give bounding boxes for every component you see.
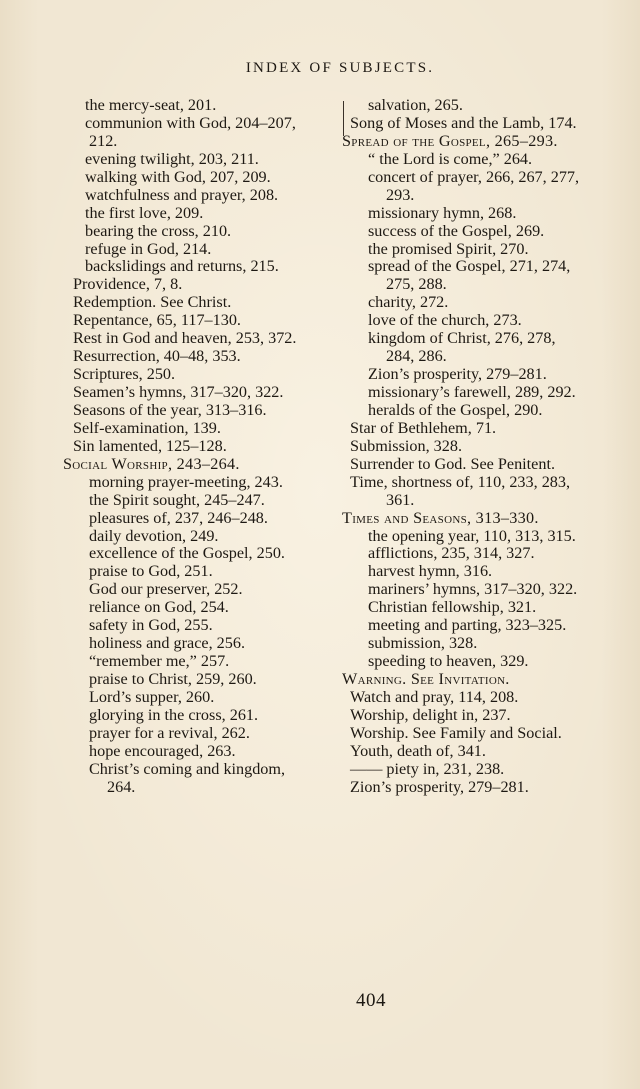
index-entry-left: Resurrection, 40–48, 353. [73, 347, 241, 366]
index-entry-left: refuge in God, 214. [85, 239, 212, 258]
index-entry-left: the Spirit sought, 245–247. [89, 490, 265, 509]
index-entry-right: Song of Moses and the Lamb, 174. [350, 113, 577, 132]
index-entry-left: excellence of the Gospel, 250. [89, 544, 285, 563]
index-entry-right: “ the Lord is come,” 264. [368, 149, 533, 168]
index-entry-right: meeting and parting, 323–325. [368, 616, 567, 635]
index-entry-left: daily devotion, 249. [89, 526, 219, 545]
index-entry-right: 293. [386, 185, 415, 204]
index-entry-left: Social Worship, 243–264. [63, 454, 240, 473]
index-column-right [342, 97, 612, 797]
index-entry-left: bearing the cross, 210. [85, 221, 232, 240]
index-entry-right: missionary’s farewell, 289, 292. [368, 383, 576, 401]
index-entry-left: reliance on God, 254. [89, 598, 229, 617]
index-column-left [63, 97, 338, 797]
index-entry-right: Time, shortness of, 110, 233, 283, [350, 472, 571, 491]
index-entry-left: Self-examination, 139. [73, 418, 221, 437]
index-entry-left: 212. [89, 131, 118, 150]
index-entry-right: kingdom of Christ, 276, 278, [368, 329, 556, 348]
index-entry-left: walking with God, 207, 209. [85, 167, 271, 186]
index-entry-left: Redemption. See Christ. [73, 293, 232, 312]
index-entry-left: safety in God, 255. [89, 616, 213, 635]
index-entry-left: Christ’s coming and kingdom, [89, 759, 286, 778]
index-entry-left: watchfulness and prayer, 208. [85, 185, 279, 204]
index-entry-right: submission, 328. [368, 634, 478, 653]
index-entry-left: Seasons of the year, 313–316. [73, 400, 267, 419]
index-entry-left: “remember me,” 257. [89, 652, 230, 671]
index-entry-left: morning prayer-meeting, 243. [89, 472, 283, 491]
index-entry-right: 284, 286. [386, 347, 447, 366]
index-entry-left: holiness and grace, 256. [89, 634, 245, 653]
index-entry-left: evening twilight, 203, 211. [85, 149, 259, 168]
index-entry-right: Youth, death of, 341. [350, 741, 486, 760]
index-entry-left: Rest in God and heaven, 253, 372. [73, 329, 297, 348]
index-entry-right: love of the church, 273. [368, 311, 522, 330]
index-entry-right: missionary hymn, 268. [368, 203, 517, 222]
index-entry-left: pleasures of, 237, 246–248. [89, 508, 268, 527]
index-entry-right: Spread of the Gospel, 265–293. [342, 131, 558, 150]
index-entry-left: Providence, 7, 8. [73, 275, 183, 294]
index-entry-left: Lord’s supper, 260. [89, 687, 215, 706]
index-entry-right: afflictions, 235, 314, 327. [368, 544, 535, 563]
index-entry-right: harvest hymn, 316. [368, 562, 493, 581]
index-entry-left: communion with God, 204–207, [85, 113, 296, 132]
index-entry-right: spread of the Gospel, 271, 274, [368, 257, 571, 276]
index-entry-left: Scriptures, 250. [73, 365, 176, 384]
index-entry-left: 264. [107, 777, 136, 796]
index-entry-left: the first love, 209. [85, 203, 204, 222]
index-entry-right: Christian fellowship, 321. [368, 598, 537, 617]
index-entry-right: the opening year, 110, 313, 315. [368, 526, 576, 545]
index-entry-left: the mercy-seat, 201. [85, 96, 217, 114]
index-entry-left: hope encouraged, 263. [89, 741, 236, 760]
index-entry-right: the promised Spirit, 270. [368, 239, 529, 258]
index-entry-left: praise to God, 251. [89, 562, 213, 581]
index-entry-right: Surrender to God. See Penitent. [350, 454, 555, 473]
index-entry-right: salvation, 265. [368, 96, 463, 114]
index-entry-right: Zion’s prosperity, 279–281. [350, 777, 529, 796]
index-entry-right: Zion’s prosperity, 279–281. [368, 365, 547, 384]
index-entry-right: 361. [386, 490, 415, 509]
index-entry-right: Submission, 328. [350, 436, 462, 455]
index-entry-left: glorying in the cross, 261. [89, 705, 259, 724]
index-entry-right: Warning. See Invitation. [342, 670, 510, 688]
index-entry-right: concert of prayer, 266, 267, 277, [368, 167, 580, 186]
index-entry-right: —— piety in, 231, 238. [350, 759, 505, 778]
index-entry-left: God our preserver, 252. [89, 580, 243, 599]
index-entry-right: 275, 288. [386, 275, 447, 294]
index-entry-left: Repentance, 65, 117–130. [73, 311, 241, 330]
index-entry-right: success of the Gospel, 269. [368, 221, 545, 240]
index-entry-right: charity, 272. [368, 293, 449, 312]
page-number: 404 [356, 990, 386, 1011]
index-entry-right: Watch and pray, 114, 208. [350, 687, 519, 706]
index-entry-right: Worship. See Family and Social. [350, 723, 562, 742]
index-entry-right: Times and Seasons, 313–330. [342, 508, 539, 527]
index-entry-left: Seamen’s hymns, 317–320, 322. [73, 383, 284, 401]
index-entry-right: speeding to heaven, 329. [368, 652, 529, 671]
index-entry-left: praise to Christ, 259, 260. [89, 670, 257, 688]
index-entry-left: Sin lamented, 125–128. [73, 436, 227, 455]
index-entry-left: prayer for a revival, 262. [89, 723, 250, 742]
index-entry-right: Star of Bethlehem, 71. [350, 418, 497, 437]
index-entry-left: backslidings and returns, 215. [85, 257, 279, 276]
index-entry-right: Worship, delight in, 237. [350, 705, 511, 724]
index-entry-right: heralds of the Gospel, 290. [368, 400, 543, 419]
running-header: INDEX OF SUBJECTS. [245, 60, 435, 76]
index-entry-right: mariners’ hymns, 317–320, 322. [368, 580, 578, 599]
